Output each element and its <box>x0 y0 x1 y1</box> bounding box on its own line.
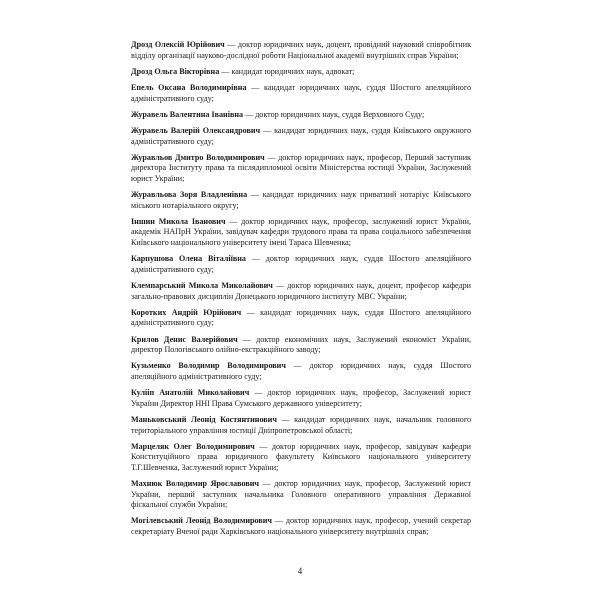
contributor-entry <box>131 40 471 61</box>
contributor-name: Маньковський Леонід Костянтинович <box>131 414 277 424</box>
contributor-entry <box>131 254 471 275</box>
contributor-description: — кандидат юридичних наук, суддя Шостого апеляційного адміністративного суду; <box>131 82 471 103</box>
contributor-entry <box>131 190 471 211</box>
contributor-entry <box>131 153 471 185</box>
contributor-entry <box>131 110 471 121</box>
contributor-description: — кандидат юридичних наук, адвокат; <box>219 66 355 76</box>
contributor-entry <box>131 516 471 537</box>
contributor-name: Журавльова Зоря Владленівна <box>131 190 248 200</box>
contributor-name: Епель Оксана Володимирівна <box>131 82 247 92</box>
contributors-list <box>131 40 471 543</box>
contributor-entry <box>131 126 471 147</box>
contributor-name: Журавель Валерій Олександрович <box>131 125 261 135</box>
contributor-name: Журавель Валентина Іванівна <box>131 109 244 119</box>
contributor-description: — доктор юридичних наук, професор, Заслужений юрист України Директор ННІ Права Сумського державного університету; <box>131 388 471 408</box>
contributor-description: — доктор юридичних наук, професор, учений секретар секретаріату Вченої ради Харківського національного університету внутрішніх справ; <box>131 516 471 537</box>
contributor-description: — доктор юридичних наук, суддя Верховного Суду; <box>243 109 425 119</box>
contributor-name: Журавльов Дмитро Володимирович <box>131 152 265 162</box>
contributor-name: Махнюк Володимир Ярославович <box>131 479 259 489</box>
contributor-entry <box>131 217 471 249</box>
contributor-description: — кандидат юридичних наук, суддя Шостого апеляційного адміністративного суду; <box>131 307 471 328</box>
contributor-name: Могілевський Леонід Володимирович <box>131 516 272 526</box>
contributor-description: — кандидат юридичних наук, суддя Київського окружного адміністративного суду; <box>131 125 471 146</box>
contributor-description: — доктор юридичних наук, доцент, професор кафедри загально-правових дисциплін Донецького юридичного інституту МВС України; <box>131 281 471 301</box>
contributor-name: Клемпарський Микола Миколайович <box>131 281 273 291</box>
contributor-entry <box>131 281 471 302</box>
contributor-description: — доктор юридичних наук, професор, Перший заступник директора Інституту права та післядипломної освіти Міністерства юстиції України, Заслужений юрист України; <box>131 152 471 183</box>
contributor-name: Карпушова Олена Віталіївна <box>131 254 246 264</box>
contributor-name: Дрозд Олексій Юрійович <box>131 40 225 49</box>
contributor-description: — кандидат юридичних наук, начальник головного територіального управління юстиції Дніпропетровської області; <box>131 414 472 435</box>
contributor-entry <box>131 308 471 329</box>
contributor-entry <box>131 479 471 511</box>
contributor-name: Іншин Микола Іванович <box>131 216 226 226</box>
contributor-description: — доктор юридичних наук, професор, Заслужений юрист України, перший заступник начальника Головного оперативного управління Державної фіскальної служби України; <box>131 479 471 510</box>
contributor-entry <box>131 361 471 382</box>
contributor-name: Крилов Денис Валерійович <box>131 334 238 344</box>
contributor-entry <box>131 335 471 356</box>
contributor-name: Дрозд Ольга Вікторівна <box>131 66 220 76</box>
contributor-name: Кулііп Анатолій Миколайович <box>131 388 250 398</box>
contributor-entry <box>131 442 471 474</box>
contributor-entry <box>131 83 471 104</box>
contributor-name: Марцеляк Олег Володимирович <box>131 441 255 451</box>
contributor-description: — доктор юридичних наук, професор, завідувач кафедри Конституційного права юридичного факультету Київського національного університету Т.Г.Шевченка, Заслужений юрист України; <box>131 441 471 472</box>
contributor-entry <box>131 67 471 78</box>
contributor-description: — кандидат юридичних наук приватний нотаріус Київського міського нотаріального округу; <box>131 190 471 210</box>
contributor-description: — доктор економічних наук, Заслужений економіст України, директор Пологівського олійно-екстракційного заводу; <box>131 334 471 355</box>
contributor-description: — доктор юридичних наук, суддя Шостого апеляційного адміністративного суду; <box>131 361 471 381</box>
contributor-description: — доктор юридичних наук, суддя Шостого апеляційного адміністративного суду; <box>131 254 471 274</box>
page-number: 4 <box>297 566 303 576</box>
contributor-description: — доктор юридичних наук, доцент, провідний науковий співробітник відділу організації науково-дослідної роботи Національної академії внутрішніх справ України; <box>131 40 471 60</box>
contributor-entry <box>131 415 471 436</box>
contributor-entry <box>131 388 471 409</box>
contributor-name: Коротких Андрій Юрійович <box>131 307 242 317</box>
contributor-name: Кузьменко Володимир Володимирович <box>131 361 286 371</box>
contributor-description: — доктор юридичних наук, професор, заслужений юрист України, академік НАПрН України, завідувач кафедри трудового права та права соціального забезпечення Київського національного університету імені Тараса Шевченка; <box>131 216 471 248</box>
